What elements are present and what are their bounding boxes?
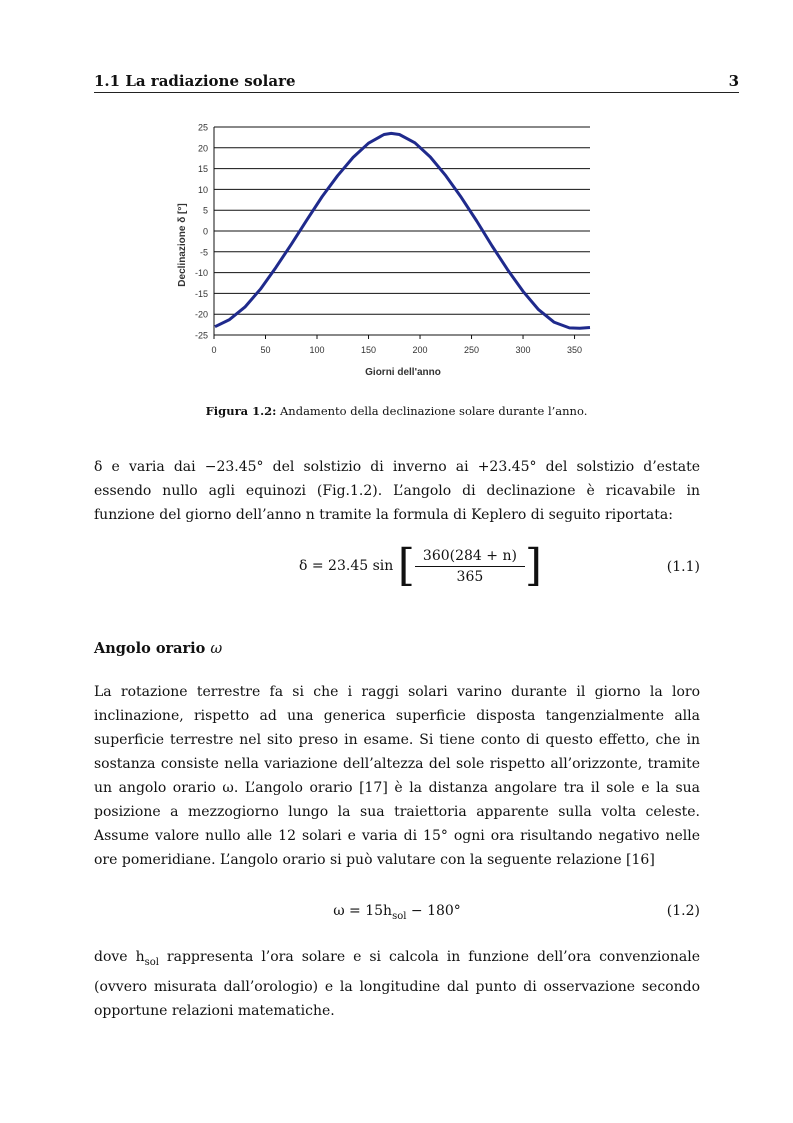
x-tick-labels — [211, 345, 582, 355]
eq2-number: (1.2) — [666, 903, 700, 919]
paragraph-declination: δ e varia dai −23.45° del solstizio di inverno ai +23.45° del solstizio d’estate essendo nullo agli equinozi (Fig.1.2). L’angolo di declinazione è ricavabile in funzione del giorno dell’anno n tramite la formula di Keplero di seguito riportata: — [94, 459, 700, 523]
paragraph-hour-angle: La rotazione terrestre fa si che i raggi solari varino durante il giorno la loro inclinazione, rispetto ad una generica superficie disposta tangenzialmente alla superficie terrestre nel sito preso in esame. Si tiene conto di questo effetto, che in sostanza consiste nella variazione dell’altezza del sole rispetto all’orizzonte, tramite un angolo orario ω. L’angolo orario [17] è la distanza angolare tra il sole e la sua posizione a mezzogiorno lungo la sua traiettoria apparente sulla volta celeste. Assume valore nullo alle 12 solari e varia di 15° ogni ora risultando negativo nelle ore pomeridiane. L’angolo orario si può valutare con la seguente relazione [16] — [94, 684, 700, 868]
figure-label: Figura 1.2: — [205, 404, 277, 418]
declination-chart — [170, 115, 610, 385]
y-tick-label: 20 — [197, 143, 208, 154]
equation-1-1 — [94, 540, 700, 594]
para3-b: rappresenta l’ora solare e si calcola in funzione dell’ora convenzionale (ovvero misurata dall’orologio) e la longitudine dal punto di osservazione secondo opportune relazioni matematiche. — [94, 949, 700, 1019]
eq1-lhs: δ = 23.45 sin — [299, 558, 394, 574]
x-tick-label: 150 — [361, 345, 377, 355]
x-tick-label: 200 — [412, 345, 428, 355]
eq1-number: (1.1) — [666, 559, 700, 575]
left-bracket: [ — [397, 540, 415, 591]
heading-text: Angolo orario — [94, 640, 206, 657]
x-axis-label: Giorni dell'anno — [365, 367, 441, 378]
chart-grid — [214, 127, 590, 339]
section-title: 1.1 La radiazione solare — [94, 72, 296, 90]
x-tick-label: 50 — [260, 345, 271, 355]
right-bracket: ] — [524, 540, 543, 591]
para3-a: dove h — [94, 949, 145, 965]
y-tick-label: 10 — [197, 184, 208, 195]
para3-sub: sol — [144, 956, 159, 968]
eq1-denominator: 365 — [456, 568, 484, 585]
y-tick-label: -5 — [199, 247, 208, 258]
x-tick-label: 0 — [211, 345, 217, 355]
eq2-rhs: − 180° — [406, 903, 461, 919]
x-tick-label: 250 — [464, 345, 480, 355]
y-tick-label: -20 — [194, 309, 208, 320]
figure-caption — [0, 404, 793, 418]
equation-1-2 — [94, 903, 700, 925]
y-tick-label: 15 — [197, 164, 208, 175]
y-tick-labels — [195, 123, 208, 341]
y-tick-label: 25 — [197, 122, 208, 133]
y-tick-label: -10 — [194, 268, 208, 279]
page-header — [94, 70, 739, 93]
figure-caption-text: Andamento della declinazione solare durante l’anno. — [280, 404, 588, 418]
heading-symbol: ω — [210, 641, 223, 657]
x-tick-label: 300 — [515, 345, 531, 355]
x-tick-label: 100 — [309, 345, 325, 355]
paragraph-solar-time — [94, 945, 700, 1023]
y-tick-label: 0 — [202, 226, 208, 237]
y-tick-label: -25 — [194, 330, 208, 341]
subsection-heading — [94, 640, 222, 657]
y-axis-label: Declinazione δ [°] — [177, 203, 188, 287]
page-number: 3 — [728, 72, 739, 90]
y-tick-label: -15 — [194, 288, 208, 299]
eq2-sub: sol — [392, 910, 407, 922]
eq1-fraction — [415, 548, 525, 585]
eq2-lhs: ω = 15h — [333, 903, 393, 919]
eq1-numerator: 360(284 + n) — [415, 548, 525, 567]
y-tick-label: 5 — [202, 205, 208, 216]
x-tick-label: 350 — [567, 345, 583, 355]
